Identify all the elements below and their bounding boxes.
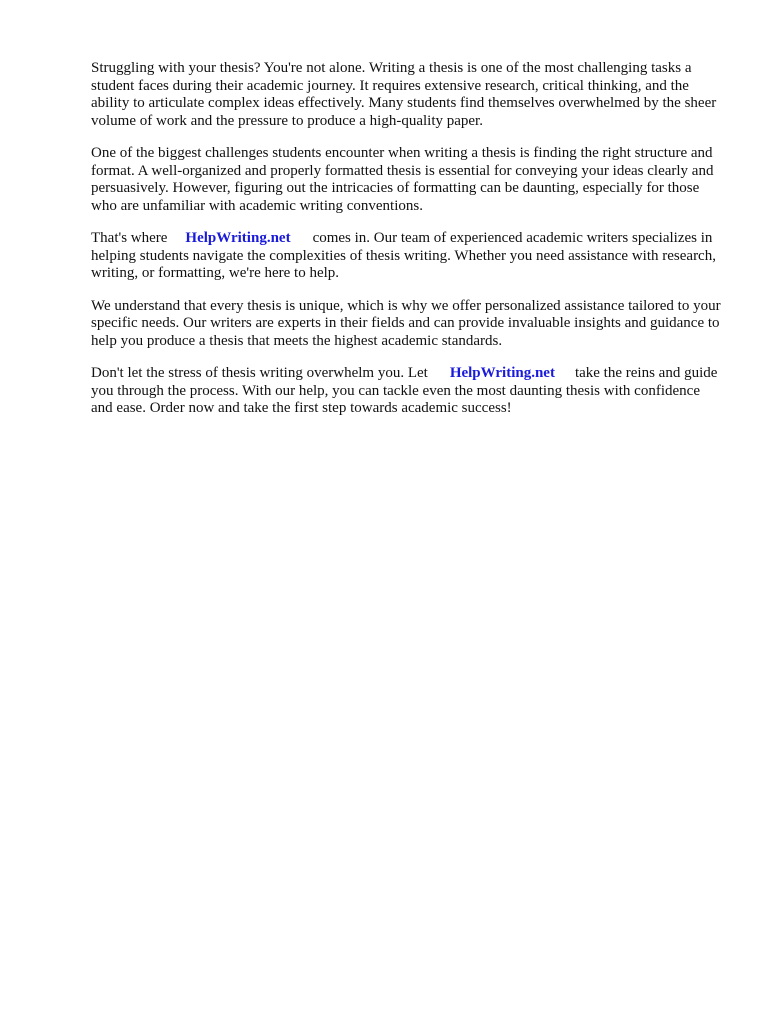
- paragraph-service-lead: That's where: [91, 230, 168, 246]
- paragraph-closing: [91, 365, 721, 418]
- paragraph-closing-lead: Don't let the stress of thesis writing overwhelm you. Let: [91, 365, 428, 381]
- paragraph-closing-rest: take the reins and guide you through the process. With our help, you can tackle even the most daunting thesis with confidence and ease. Order now and take the first step towards academic success!: [91, 365, 718, 416]
- paragraph-structure-text: One of the biggest challenges students encounter when writing a thesis is finding the right structure and format. A well-organized and properly formatted thesis is essential for conveying your ideas clearly and persuasively. However, figuring out the intricacies of formatting can be daunting, especially for those who are unfamiliar with academic writing conventions.: [91, 145, 714, 214]
- paragraph-structure: [91, 145, 721, 215]
- helpwriting-link-closing[interactable]: HelpWriting.net: [449, 365, 555, 381]
- paragraph-intro-text: Struggling with your thesis? You're not alone. Writing a thesis is one of the most challenging tasks a student faces during their academic journey. It requires extensive research, critical thinking, and the ability to articulate complex ideas effectively. Many students find themselves overwhelmed by the sheer volume of work and the pressure to produce a high-quality paper.: [91, 60, 717, 129]
- paragraph-service-rest: comes in. Our team of experienced academic writers specializes in helping students navigate the complexities of thesis writing. Whether you need assistance with research, writing, or formatting, we're here to help.: [91, 230, 716, 281]
- paragraph-intro: [91, 60, 721, 130]
- paragraph-personalized-text: We understand that every thesis is unique, which is why we offer personalized assistance tailored to your specific needs. Our writers are experts in their fields and can provide invaluable insights and guidance to help you produce a thesis that meets the highest academic standards.: [91, 297, 721, 349]
- helpwriting-link[interactable]: HelpWriting.net: [185, 230, 291, 246]
- document-body: [91, 60, 721, 433]
- paragraph-personalized: [91, 298, 721, 351]
- paragraph-service: [91, 230, 721, 283]
